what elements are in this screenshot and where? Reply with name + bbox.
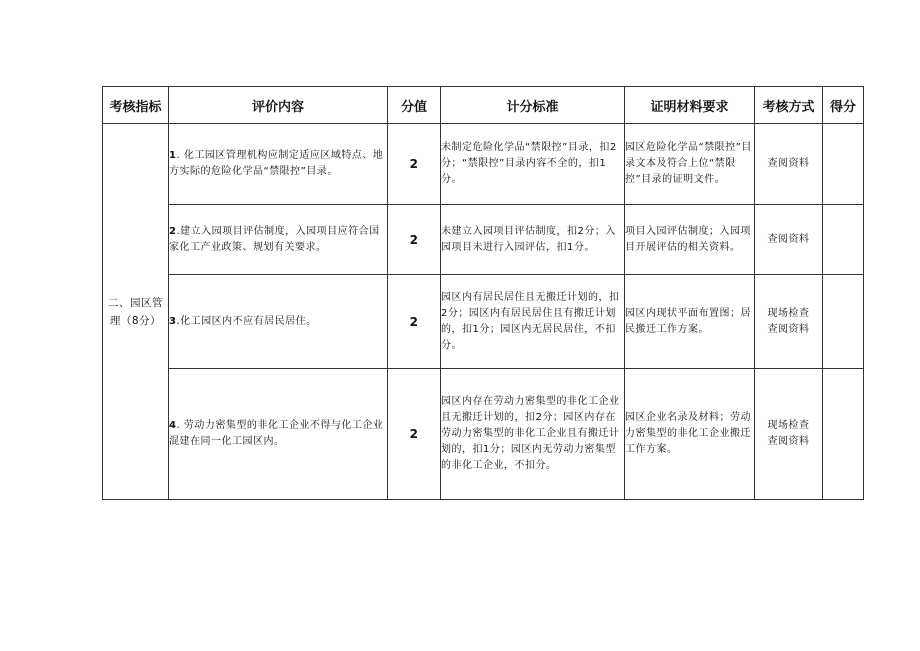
evidence-cell: 园区内现状平面布置图；居民搬迁工作方案。 [625,275,755,369]
table-row [103,275,864,369]
content-cell [169,275,388,369]
score-cell: 2 [388,369,441,500]
content-cell [169,205,388,275]
table-row [103,205,864,275]
method-cell [755,205,823,275]
content-cell [169,369,388,500]
method-cell [755,275,823,369]
item-number: 2 [169,225,177,237]
method-line: 查阅资料 [767,233,810,245]
result-cell [823,275,864,369]
evidence-cell: 项目入园评估制度；入园项目开展评估的相关资料。 [625,205,755,275]
category-cell: 二、园区管理（8分） [103,124,169,500]
table-row [103,124,864,205]
header-evidence: 证明材料要求 [625,87,755,124]
item-content: . 化工园区管理机构应制定适应区域特点、地方实际的危险化学品“禁限控”目录。 [169,150,384,177]
evidence-cell: 园区危险化学品“禁限控”目录文本及符合上位“禁限控”目录的证明文件。 [625,124,755,205]
method-line: 查阅资料 [767,323,810,335]
header-score: 分值 [388,87,441,124]
method-cell [755,369,823,500]
criteria-cell: 未制定危险化学品“禁限控”目录，扣2分；“禁限控”目录内容不全的，扣1分。 [441,124,625,205]
header-indicator: 考核指标 [103,87,169,124]
header-row [103,87,864,124]
evidence-cell: 园区企业名录及材料；劳动力密集型的非化工企业搬迁工作方案。 [625,369,755,500]
result-cell [823,205,864,275]
item-content: . 劳动力密集型的非化工企业不得与化工企业混建在同一化工园区内。 [169,420,384,447]
header-criteria: 计分标准 [441,87,625,124]
criteria-cell: 未建立入园项目评估制度，扣2分；入园项目未进行入园评估，扣1分。 [441,205,625,275]
method-line: 查阅资料 [767,158,810,169]
method-line: 查阅资料 [767,436,810,447]
criteria-cell: 园区内存在劳动力密集型的非化工企业且无搬迁计划的，扣2分；园区内存在劳动力密集型的非化工企业且有搬迁计划的，扣1分；园区内无劳动力密集型的非化工企业，不扣分。 [441,369,625,500]
table-row [103,369,864,500]
result-cell [823,124,864,205]
header-content: 评价内容 [169,87,388,124]
criteria-cell: 园区内有居民居住且无搬迁计划的，扣2分；园区内有居民居住且有搬迁计划的，扣1分；园区内无居民居住，不扣分。 [441,275,625,369]
score-cell: 2 [388,124,441,205]
item-number: 4 [169,420,177,431]
content-cell [169,124,388,205]
item-number: 3 [169,315,177,327]
header-result: 得分 [823,87,864,124]
item-number: 1 [169,150,177,161]
score-cell: 2 [388,275,441,369]
method-line: 现场检查 [767,307,810,319]
item-content: .建立入园项目评估制度，入园项目应符合国家化工产业政策、规划有关要求。 [169,225,380,253]
header-method: 考核方式 [755,87,823,124]
result-cell [823,369,864,500]
method-cell [755,124,823,205]
score-cell: 2 [388,205,441,275]
method-line: 现场检查 [767,420,810,431]
item-content: .化工园区内不应有居民居住。 [176,315,317,327]
assessment-table [102,86,864,500]
